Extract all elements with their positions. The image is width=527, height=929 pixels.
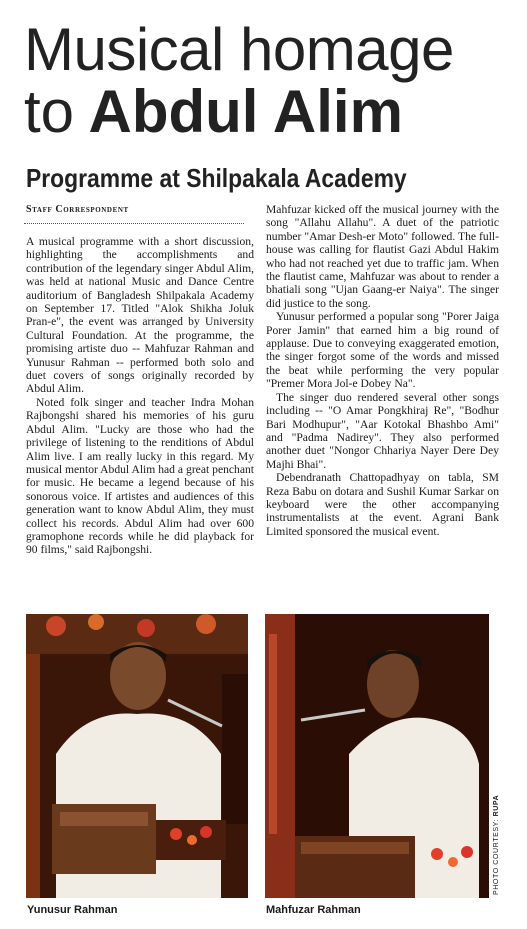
photo-yunusur-rahman xyxy=(26,614,248,898)
photo-credit-label: PHOTO COURTESY: xyxy=(493,818,500,895)
paragraph: A musical programme with a short discussion, highlighting the accomplishments and contribution of the legendary singer Abdul Alim, was held at national Music and Dance Centre auditorium of Bangladesh Shilpakala Academy on September 17. Titled "Alok Shikha Joluk Pran-e", the event was arranged by University Cultural Foundation. At the programme, the promising artiste duo -- Mahfuzar Rahman and Yunusur Rahman -- performed both solo and duet covers of songs originally recorded by Abdul Alim. xyxy=(26,235,254,396)
paragraph: Debendranath Chattopadhyay on tabla, SM Reza Babu on dotara and Sushil Kumar Sarkar on keyboard were the other accompanying instrumentalists at the event. Agrani Bank Limited sponsored the musical event. xyxy=(266,471,499,538)
headline-line-2 xyxy=(24,78,514,145)
singer-photo-right xyxy=(265,614,489,898)
singer-photo-left xyxy=(26,614,248,898)
article-column-left xyxy=(26,235,254,557)
headline-line-1: Musical homage xyxy=(24,16,454,83)
photo-mahfuzar-rahman xyxy=(265,614,489,898)
photo-credit-name: RUPA xyxy=(493,794,500,817)
paragraph: The singer duo rendered several other songs including -- "O Amar Pongkhiraj Re", "Bodhur Bari Modhupur", "Aar Kotokal Bhashbo Ami" and "Padma Nadirey". They also performed another duet "Nongor Chhariya Nayer Dere Dey Majhi Bhai". xyxy=(266,390,499,471)
article-subheadline: Programme at Shilpakala Academy xyxy=(26,163,407,193)
article-column-right xyxy=(266,203,499,538)
headline-line-2-bold: Abdul Alim xyxy=(88,78,403,145)
photo-credit xyxy=(493,795,500,895)
paragraph: Noted folk singer and teacher Indra Mohan Rajbongshi shared his memories of his guru Abdul Alim. "Lucky are those who had the privilege of listening to the renditions of Abdul Alim live. I am really lucky in this regard. My musical mentor Abdul Alim had a great penchant for music. He became a legend because of his sonorous voice. If artistes and audiences of this generation want to know Abdul Alim, they must collect his records. Abdul Alim had over 600 gramophone records while he did playback for 90 films," said Rajbongshi. xyxy=(26,395,254,557)
byline-divider xyxy=(24,223,244,224)
photo-caption-right: Mahfuzar Rahman xyxy=(266,904,361,916)
photo-caption-left: Yunusur Rahman xyxy=(27,904,118,916)
headline-line-2-light: to xyxy=(24,78,75,145)
article-headline xyxy=(24,16,514,145)
paragraph: Yunusur performed a popular song "Porer Jaiga Porer Jamin" that earned him a big round of applause. Due to conveying exaggerated emotion, the singer forgot some of the words and missed the beat while performing the very popular "Premer Mora Jol-e Dobey Na". xyxy=(266,310,499,391)
byline: Staff Correspondent xyxy=(26,204,129,215)
paragraph: Mahfuzar kicked off the musical journey with the song "Allahu Allahu". A duet of the patriotic number "Amar Desh-er Moto" followed. The full-house was calling for flautist Gazi Abdul Hakim who had not reached yet due to traffic jam. When the flautist came, Mahfuzar was about to render a bhatiali song "Ujan Gaang-er Naiya". The singer did justice to the song. xyxy=(266,203,499,310)
